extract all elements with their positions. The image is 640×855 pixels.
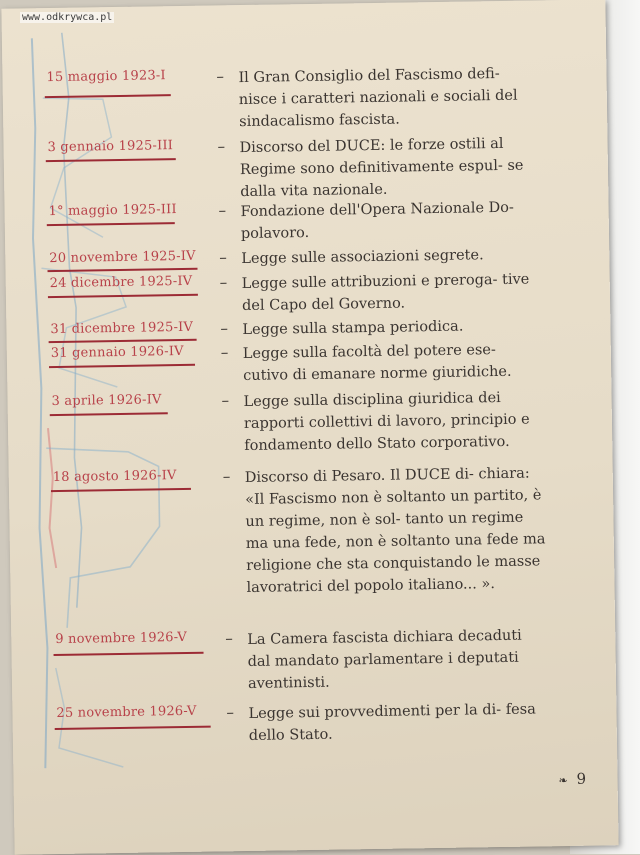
entry-date: 1° maggio 1925-III bbox=[48, 202, 177, 220]
entry-dash: – bbox=[219, 273, 228, 292]
entry-text: Discorso di Pesaro. Il DUCE di- chiara: «Il Fascismo non è soltanto un partito, è un regime, non è sol- tanto un regime ma una fede, non è soltanto una fede ma religione che sta conquistando le masse lavoratrici del popolo italiano... ». bbox=[244, 465, 546, 597]
entry-date: 3 gennaio 1925-III bbox=[47, 138, 174, 156]
entry-date: 15 maggio 1923-I bbox=[46, 68, 166, 86]
chronology-entry bbox=[2, 61, 606, 131]
entry-text: Legge sulla stampa periodica. bbox=[242, 318, 464, 339]
book-page bbox=[1, 0, 618, 855]
entry-date: 20 novembre 1925-IV bbox=[49, 248, 196, 267]
chronology-entry bbox=[3, 131, 607, 201]
ornament-icon: ❧ bbox=[558, 773, 568, 788]
date-underline bbox=[55, 726, 211, 730]
chronology-entry bbox=[9, 461, 613, 597]
entry-dash: – bbox=[218, 201, 227, 220]
chronology-entry bbox=[11, 623, 615, 693]
date-underline bbox=[48, 268, 198, 272]
date-underline bbox=[51, 488, 191, 492]
entry-dash: – bbox=[222, 467, 231, 486]
entry-text: Legge sulla disciplina giuridica dei rapporti collettivi di lavoro, principio e fondamento dello Stato corporativo. bbox=[243, 390, 530, 455]
entry-dash: – bbox=[217, 137, 226, 156]
chronology-entry bbox=[7, 385, 611, 455]
date-underline bbox=[49, 364, 195, 368]
date-underline bbox=[47, 222, 175, 226]
entry-date: 24 dicembre 1925-IV bbox=[49, 273, 193, 292]
entry-dash: – bbox=[225, 629, 233, 648]
entry-text: Il Gran Consiglio del Fascismo defi- nisce i caratteri nazionali e sociali del sindacalismo fascista. bbox=[238, 65, 518, 131]
date-underline bbox=[46, 158, 176, 162]
entry-text: Legge sulla facoltà del potere ese- cutivo di emanare norme giuridiche. bbox=[242, 342, 512, 385]
entry-dash: – bbox=[226, 703, 235, 722]
date-underline bbox=[48, 294, 198, 298]
entry-dash: – bbox=[219, 248, 227, 267]
entry-dash: – bbox=[220, 343, 229, 362]
entry-date: 25 novembre 1926-V bbox=[56, 703, 197, 722]
date-underline bbox=[54, 652, 204, 656]
date-underline bbox=[45, 94, 171, 98]
entry-text: Legge sui provvedimenti per la di- fesa dello Stato. bbox=[248, 701, 536, 744]
date-underline bbox=[49, 339, 197, 343]
watermark: www.odkrywca.pl bbox=[22, 12, 113, 23]
entry-date: 18 agosto 1926-IV bbox=[52, 468, 177, 486]
entry-date: 31 dicembre 1925-IV bbox=[50, 319, 194, 338]
entry-date: 31 gennaio 1926-IV bbox=[50, 343, 184, 362]
entry-text: Fondazione dell'Opera Nazionale Do- polavoro. bbox=[240, 199, 514, 243]
entry-text: Discorso del DUCE: le forze ostili al Regime sono definitivamente espul- se dalla vita nazionale. bbox=[239, 135, 524, 201]
entry-text: Legge sulle attribuzioni e preroga- tive del Capo del Governo. bbox=[241, 271, 530, 315]
chronology-entry bbox=[12, 697, 616, 744]
entry-dash: – bbox=[221, 391, 230, 410]
page-number-value: 9 bbox=[576, 769, 587, 788]
page-number bbox=[558, 770, 586, 788]
entry-date: 3 aprile 1926-IV bbox=[51, 392, 162, 410]
entry-dash: – bbox=[216, 67, 225, 86]
entry-dash: – bbox=[220, 319, 229, 338]
entry-date: 9 novembre 1926-V bbox=[55, 629, 188, 648]
date-underline bbox=[50, 412, 168, 416]
entry-text: Legge sulle associazioni segrete. bbox=[241, 247, 484, 268]
entry-text: La Camera fascista dichiara decaduti dal mandato parlamentare i deputati aventinisti. bbox=[247, 627, 522, 693]
